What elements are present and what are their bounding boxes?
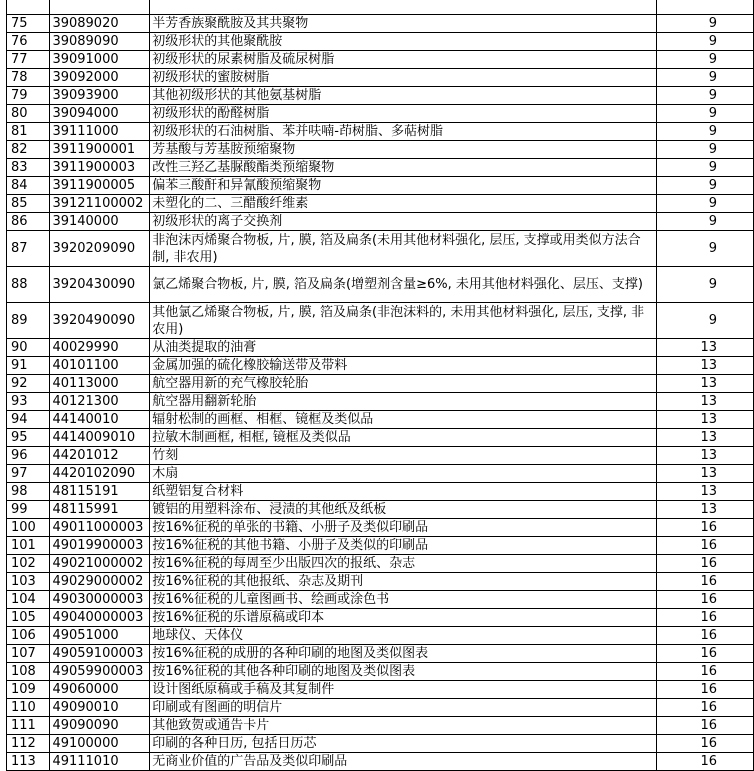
hs-code-cell: 3911900005 bbox=[50, 177, 150, 195]
description-cell: 从油类提取的油膏 bbox=[150, 339, 657, 357]
table-row bbox=[7, 177, 754, 195]
table-row bbox=[7, 537, 754, 555]
hs-code-cell: 3911900003 bbox=[50, 159, 150, 177]
description-cell: 非泡沫丙烯聚合物板, 片, 膜, 箔及扁条(未用其他材料强化, 层压, 支撑或用类似方法合制, 非农用) bbox=[150, 231, 657, 267]
tax-rate-cell: 13 bbox=[656, 357, 753, 375]
row-number-cell: 95 bbox=[7, 429, 50, 447]
description-cell: 镀铝的用塑料涂布、浸渍的其他纸及纸板 bbox=[150, 501, 657, 519]
tax-rate-cell: 16 bbox=[656, 699, 753, 717]
tax-rate-cell: 13 bbox=[656, 501, 753, 519]
description-cell: 初级形状的其他聚酰胺 bbox=[150, 33, 657, 51]
row-number-cell: 107 bbox=[7, 645, 50, 663]
description-cell: 辐射松制的画框、相框、镜框及类似品 bbox=[150, 411, 657, 429]
tax-rate-cell: 13 bbox=[656, 465, 753, 483]
row-number-cell: 99 bbox=[7, 501, 50, 519]
hs-code-cell: 39092000 bbox=[50, 69, 150, 87]
hs-code-cell: 49100000 bbox=[50, 735, 150, 753]
row-number-cell: 85 bbox=[7, 195, 50, 213]
description-cell: 初级形状的石油树脂、苯并呋喃-茚树脂、多萜树脂 bbox=[150, 123, 657, 141]
description-cell: 竹刻 bbox=[150, 447, 657, 465]
description-cell: 半芳香族聚酰胺及其共聚物 bbox=[150, 15, 657, 33]
table-row bbox=[7, 645, 754, 663]
table-row bbox=[7, 699, 754, 717]
description-cell: 按16%征税的单张的书籍、小册子及类似印刷品 bbox=[150, 519, 657, 537]
table-row bbox=[7, 609, 754, 627]
hs-code-cell: 49090010 bbox=[50, 699, 150, 717]
table-row bbox=[7, 717, 754, 735]
table-row bbox=[7, 69, 754, 87]
hs-code-cell: 49019900003 bbox=[50, 537, 150, 555]
description-cell: 木扇 bbox=[150, 465, 657, 483]
row-number-cell: 102 bbox=[7, 555, 50, 573]
table-row bbox=[7, 429, 754, 447]
tax-rate-cell: 9 bbox=[656, 33, 753, 51]
description-cell: 金属加强的硫化橡胶输送带及带料 bbox=[150, 357, 657, 375]
hs-code-cell: 49060000 bbox=[50, 681, 150, 699]
tax-rate-cell: 16 bbox=[656, 735, 753, 753]
table-row bbox=[7, 123, 754, 141]
hs-code-cell: 49021000002 bbox=[50, 555, 150, 573]
description-cell: 芳基酸与芳基胺预缩聚物 bbox=[150, 141, 657, 159]
table-row bbox=[7, 339, 754, 357]
table-row bbox=[7, 591, 754, 609]
tax-rate-cell: 16 bbox=[656, 555, 753, 573]
row-number-cell: 104 bbox=[7, 591, 50, 609]
row-number-cell: 96 bbox=[7, 447, 50, 465]
row-number-cell: 83 bbox=[7, 159, 50, 177]
tax-rate-cell: 16 bbox=[656, 717, 753, 735]
hs-code-cell bbox=[50, 0, 150, 15]
hs-code-cell: 39140000 bbox=[50, 213, 150, 231]
hs-code-cell: 49011000003 bbox=[50, 519, 150, 537]
hs-code-cell: 39111000 bbox=[50, 123, 150, 141]
description-cell: 其他氯乙烯聚合物板, 片, 膜, 箔及扁条(非泡沫料的, 未用其他材料强化, 层压, 支撑, 非农用) bbox=[150, 303, 657, 339]
hs-code-cell: 49059100003 bbox=[50, 645, 150, 663]
row-number-cell: 100 bbox=[7, 519, 50, 537]
row-number-cell: 77 bbox=[7, 51, 50, 69]
description-cell: 无商业价值的广告品及类似印刷品 bbox=[150, 753, 657, 771]
hs-code-cell: 49090090 bbox=[50, 717, 150, 735]
hs-code-cell: 48115991 bbox=[50, 501, 150, 519]
description-cell: 氯乙烯聚合物板, 片, 膜, 箔及扁条(增塑剂含量≥6%, 未用其他材料强化、层压、支撑) bbox=[150, 267, 657, 303]
table-row bbox=[7, 195, 754, 213]
row-number-cell bbox=[7, 0, 50, 15]
tax-rate-cell: 16 bbox=[656, 681, 753, 699]
row-number-cell: 105 bbox=[7, 609, 50, 627]
row-number-cell: 110 bbox=[7, 699, 50, 717]
table-row bbox=[7, 141, 754, 159]
hs-code-cell: 49040000003 bbox=[50, 609, 150, 627]
hs-code-cell: 4414009010 bbox=[50, 429, 150, 447]
tax-rate-cell: 9 bbox=[656, 15, 753, 33]
tax-rate-cell bbox=[656, 0, 753, 15]
row-number-cell: 92 bbox=[7, 375, 50, 393]
row-number-cell: 88 bbox=[7, 267, 50, 303]
description-cell: 初级形状的酚醛树脂 bbox=[150, 105, 657, 123]
description-cell: 地球仪、天体仪 bbox=[150, 627, 657, 645]
hs-code-cell: 49059900003 bbox=[50, 663, 150, 681]
description-cell: 设计图纸原稿或手稿及其复制件 bbox=[150, 681, 657, 699]
hs-code-cell: 44140010 bbox=[50, 411, 150, 429]
tax-rate-cell: 9 bbox=[656, 177, 753, 195]
tax-rate-cell: 9 bbox=[656, 123, 753, 141]
description-cell: 纸塑铝复合材料 bbox=[150, 483, 657, 501]
description-cell: 其他初级形状的其他氨基树脂 bbox=[150, 87, 657, 105]
table-body bbox=[7, 0, 754, 771]
hs-code-cell: 39089020 bbox=[50, 15, 150, 33]
hs-code-cell: 49030000003 bbox=[50, 591, 150, 609]
row-number-cell: 86 bbox=[7, 213, 50, 231]
row-number-cell: 98 bbox=[7, 483, 50, 501]
row-number-cell: 109 bbox=[7, 681, 50, 699]
table-row bbox=[7, 357, 754, 375]
description-cell: 印刷的各种日历, 包括日历芯 bbox=[150, 735, 657, 753]
tax-rate-cell: 13 bbox=[656, 393, 753, 411]
hs-code-cell: 3911900001 bbox=[50, 141, 150, 159]
table-row bbox=[7, 213, 754, 231]
table-row bbox=[7, 51, 754, 69]
table-row bbox=[7, 465, 754, 483]
table-row bbox=[7, 735, 754, 753]
table-row bbox=[7, 0, 754, 15]
tax-rate-cell: 16 bbox=[656, 627, 753, 645]
hs-code-cell: 3920209090 bbox=[50, 231, 150, 267]
tax-rate-cell: 16 bbox=[656, 663, 753, 681]
row-number-cell: 78 bbox=[7, 69, 50, 87]
description-cell: 按16%征税的其他书籍、小册子及类似的印刷品 bbox=[150, 537, 657, 555]
row-number-cell: 91 bbox=[7, 357, 50, 375]
hs-code-cell: 49029000002 bbox=[50, 573, 150, 591]
tax-rate-cell: 13 bbox=[656, 447, 753, 465]
hs-code-cell: 4420102090 bbox=[50, 465, 150, 483]
table-row bbox=[7, 411, 754, 429]
tax-rate-cell: 9 bbox=[656, 69, 753, 87]
table-row bbox=[7, 303, 754, 339]
tax-rate-cell: 9 bbox=[656, 231, 753, 267]
tax-rate-cell: 9 bbox=[656, 141, 753, 159]
hs-code-cell: 40029990 bbox=[50, 339, 150, 357]
hs-code-cell: 49051000 bbox=[50, 627, 150, 645]
hs-code-cell: 40101100 bbox=[50, 357, 150, 375]
description-cell: 按16%征税的乐谱原稿或印本 bbox=[150, 609, 657, 627]
hs-code-cell: 3920430090 bbox=[50, 267, 150, 303]
table-row bbox=[7, 555, 754, 573]
tax-rate-cell: 9 bbox=[656, 213, 753, 231]
description-cell: 拉敏木制画框, 相框, 镜框及类似品 bbox=[150, 429, 657, 447]
hs-code-cell: 44201012 bbox=[50, 447, 150, 465]
tax-rate-cell: 16 bbox=[656, 519, 753, 537]
row-number-cell: 79 bbox=[7, 87, 50, 105]
tax-rate-cell: 9 bbox=[656, 51, 753, 69]
tax-rate-cell: 16 bbox=[656, 591, 753, 609]
table-row bbox=[7, 231, 754, 267]
row-number-cell: 112 bbox=[7, 735, 50, 753]
row-number-cell: 94 bbox=[7, 411, 50, 429]
tax-rate-cell: 9 bbox=[656, 303, 753, 339]
table-row bbox=[7, 105, 754, 123]
tax-rate-cell: 13 bbox=[656, 483, 753, 501]
description-cell: 按16%征税的每周至少出版四次的报纸、杂志 bbox=[150, 555, 657, 573]
tax-rate-cell: 13 bbox=[656, 411, 753, 429]
table-row bbox=[7, 159, 754, 177]
tax-rate-cell: 13 bbox=[656, 339, 753, 357]
tax-rate-cell: 13 bbox=[656, 429, 753, 447]
table-row bbox=[7, 519, 754, 537]
hs-code-cell: 39094000 bbox=[50, 105, 150, 123]
table-row bbox=[7, 573, 754, 591]
row-number-cell: 75 bbox=[7, 15, 50, 33]
description-cell: 改性三羟乙基脲酸酯类预缩聚物 bbox=[150, 159, 657, 177]
hs-code-cell: 39121100002 bbox=[50, 195, 150, 213]
table-row bbox=[7, 501, 754, 519]
table-row bbox=[7, 393, 754, 411]
description-cell: 按16%征税的其他报纸、杂志及期刊 bbox=[150, 573, 657, 591]
row-number-cell: 93 bbox=[7, 393, 50, 411]
hs-code-cell: 40113000 bbox=[50, 375, 150, 393]
description-cell: 按16%征税的其他各种印刷的地图及类似图表 bbox=[150, 663, 657, 681]
description-cell: 按16%征税的儿童图画书、绘画或涂色书 bbox=[150, 591, 657, 609]
description-cell bbox=[150, 0, 657, 15]
hs-code-cell: 48115191 bbox=[50, 483, 150, 501]
hs-code-cell: 39089090 bbox=[50, 33, 150, 51]
row-number-cell: 113 bbox=[7, 753, 50, 771]
hs-code-cell: 39093900 bbox=[50, 87, 150, 105]
row-number-cell: 90 bbox=[7, 339, 50, 357]
table-row bbox=[7, 681, 754, 699]
table-row bbox=[7, 483, 754, 501]
row-number-cell: 80 bbox=[7, 105, 50, 123]
row-number-cell: 97 bbox=[7, 465, 50, 483]
table-row bbox=[7, 627, 754, 645]
description-cell: 航空器用翻新轮胎 bbox=[150, 393, 657, 411]
tax-rate-cell: 16 bbox=[656, 573, 753, 591]
hs-code-cell: 39091000 bbox=[50, 51, 150, 69]
tax-rate-cell: 9 bbox=[656, 159, 753, 177]
row-number-cell: 106 bbox=[7, 627, 50, 645]
table-row bbox=[7, 663, 754, 681]
tax-rate-cell: 9 bbox=[656, 87, 753, 105]
row-number-cell: 89 bbox=[7, 303, 50, 339]
description-cell: 偏苯三酸酐和异氰酸预缩聚物 bbox=[150, 177, 657, 195]
tax-rate-cell: 9 bbox=[656, 195, 753, 213]
table-row bbox=[7, 33, 754, 51]
tax-rate-cell: 16 bbox=[656, 645, 753, 663]
tax-rate-cell: 16 bbox=[656, 753, 753, 771]
tax-rate-cell: 9 bbox=[656, 105, 753, 123]
table-row bbox=[7, 375, 754, 393]
tax-rate-cell: 13 bbox=[656, 375, 753, 393]
hs-code-cell: 49111010 bbox=[50, 753, 150, 771]
description-cell: 初级形状的离子交换剂 bbox=[150, 213, 657, 231]
row-number-cell: 101 bbox=[7, 537, 50, 555]
tax-rate-cell: 16 bbox=[656, 609, 753, 627]
row-number-cell: 82 bbox=[7, 141, 50, 159]
description-cell: 印刷或有图画的明信片 bbox=[150, 699, 657, 717]
description-cell: 航空器用新的充气橡胶轮胎 bbox=[150, 375, 657, 393]
description-cell: 未塑化的二、三醋酸纤维素 bbox=[150, 195, 657, 213]
row-number-cell: 108 bbox=[7, 663, 50, 681]
description-cell: 初级形状的蜜胺树脂 bbox=[150, 69, 657, 87]
table-row bbox=[7, 15, 754, 33]
hs-code-cell: 40121300 bbox=[50, 393, 150, 411]
tax-rate-cell: 16 bbox=[656, 537, 753, 555]
table-row bbox=[7, 267, 754, 303]
description-cell: 按16%征税的成册的各种印刷的地图及类似图表 bbox=[150, 645, 657, 663]
row-number-cell: 76 bbox=[7, 33, 50, 51]
table-row bbox=[7, 447, 754, 465]
tax-rate-cell: 9 bbox=[656, 267, 753, 303]
description-cell: 其他致贺或通告卡片 bbox=[150, 717, 657, 735]
row-number-cell: 84 bbox=[7, 177, 50, 195]
row-number-cell: 111 bbox=[7, 717, 50, 735]
row-number-cell: 81 bbox=[7, 123, 50, 141]
hs-code-cell: 3920490090 bbox=[50, 303, 150, 339]
description-cell: 初级形状的尿素树脂及硫尿树脂 bbox=[150, 51, 657, 69]
table-row bbox=[7, 87, 754, 105]
tariff-table bbox=[6, 0, 754, 771]
row-number-cell: 87 bbox=[7, 231, 50, 267]
row-number-cell: 103 bbox=[7, 573, 50, 591]
